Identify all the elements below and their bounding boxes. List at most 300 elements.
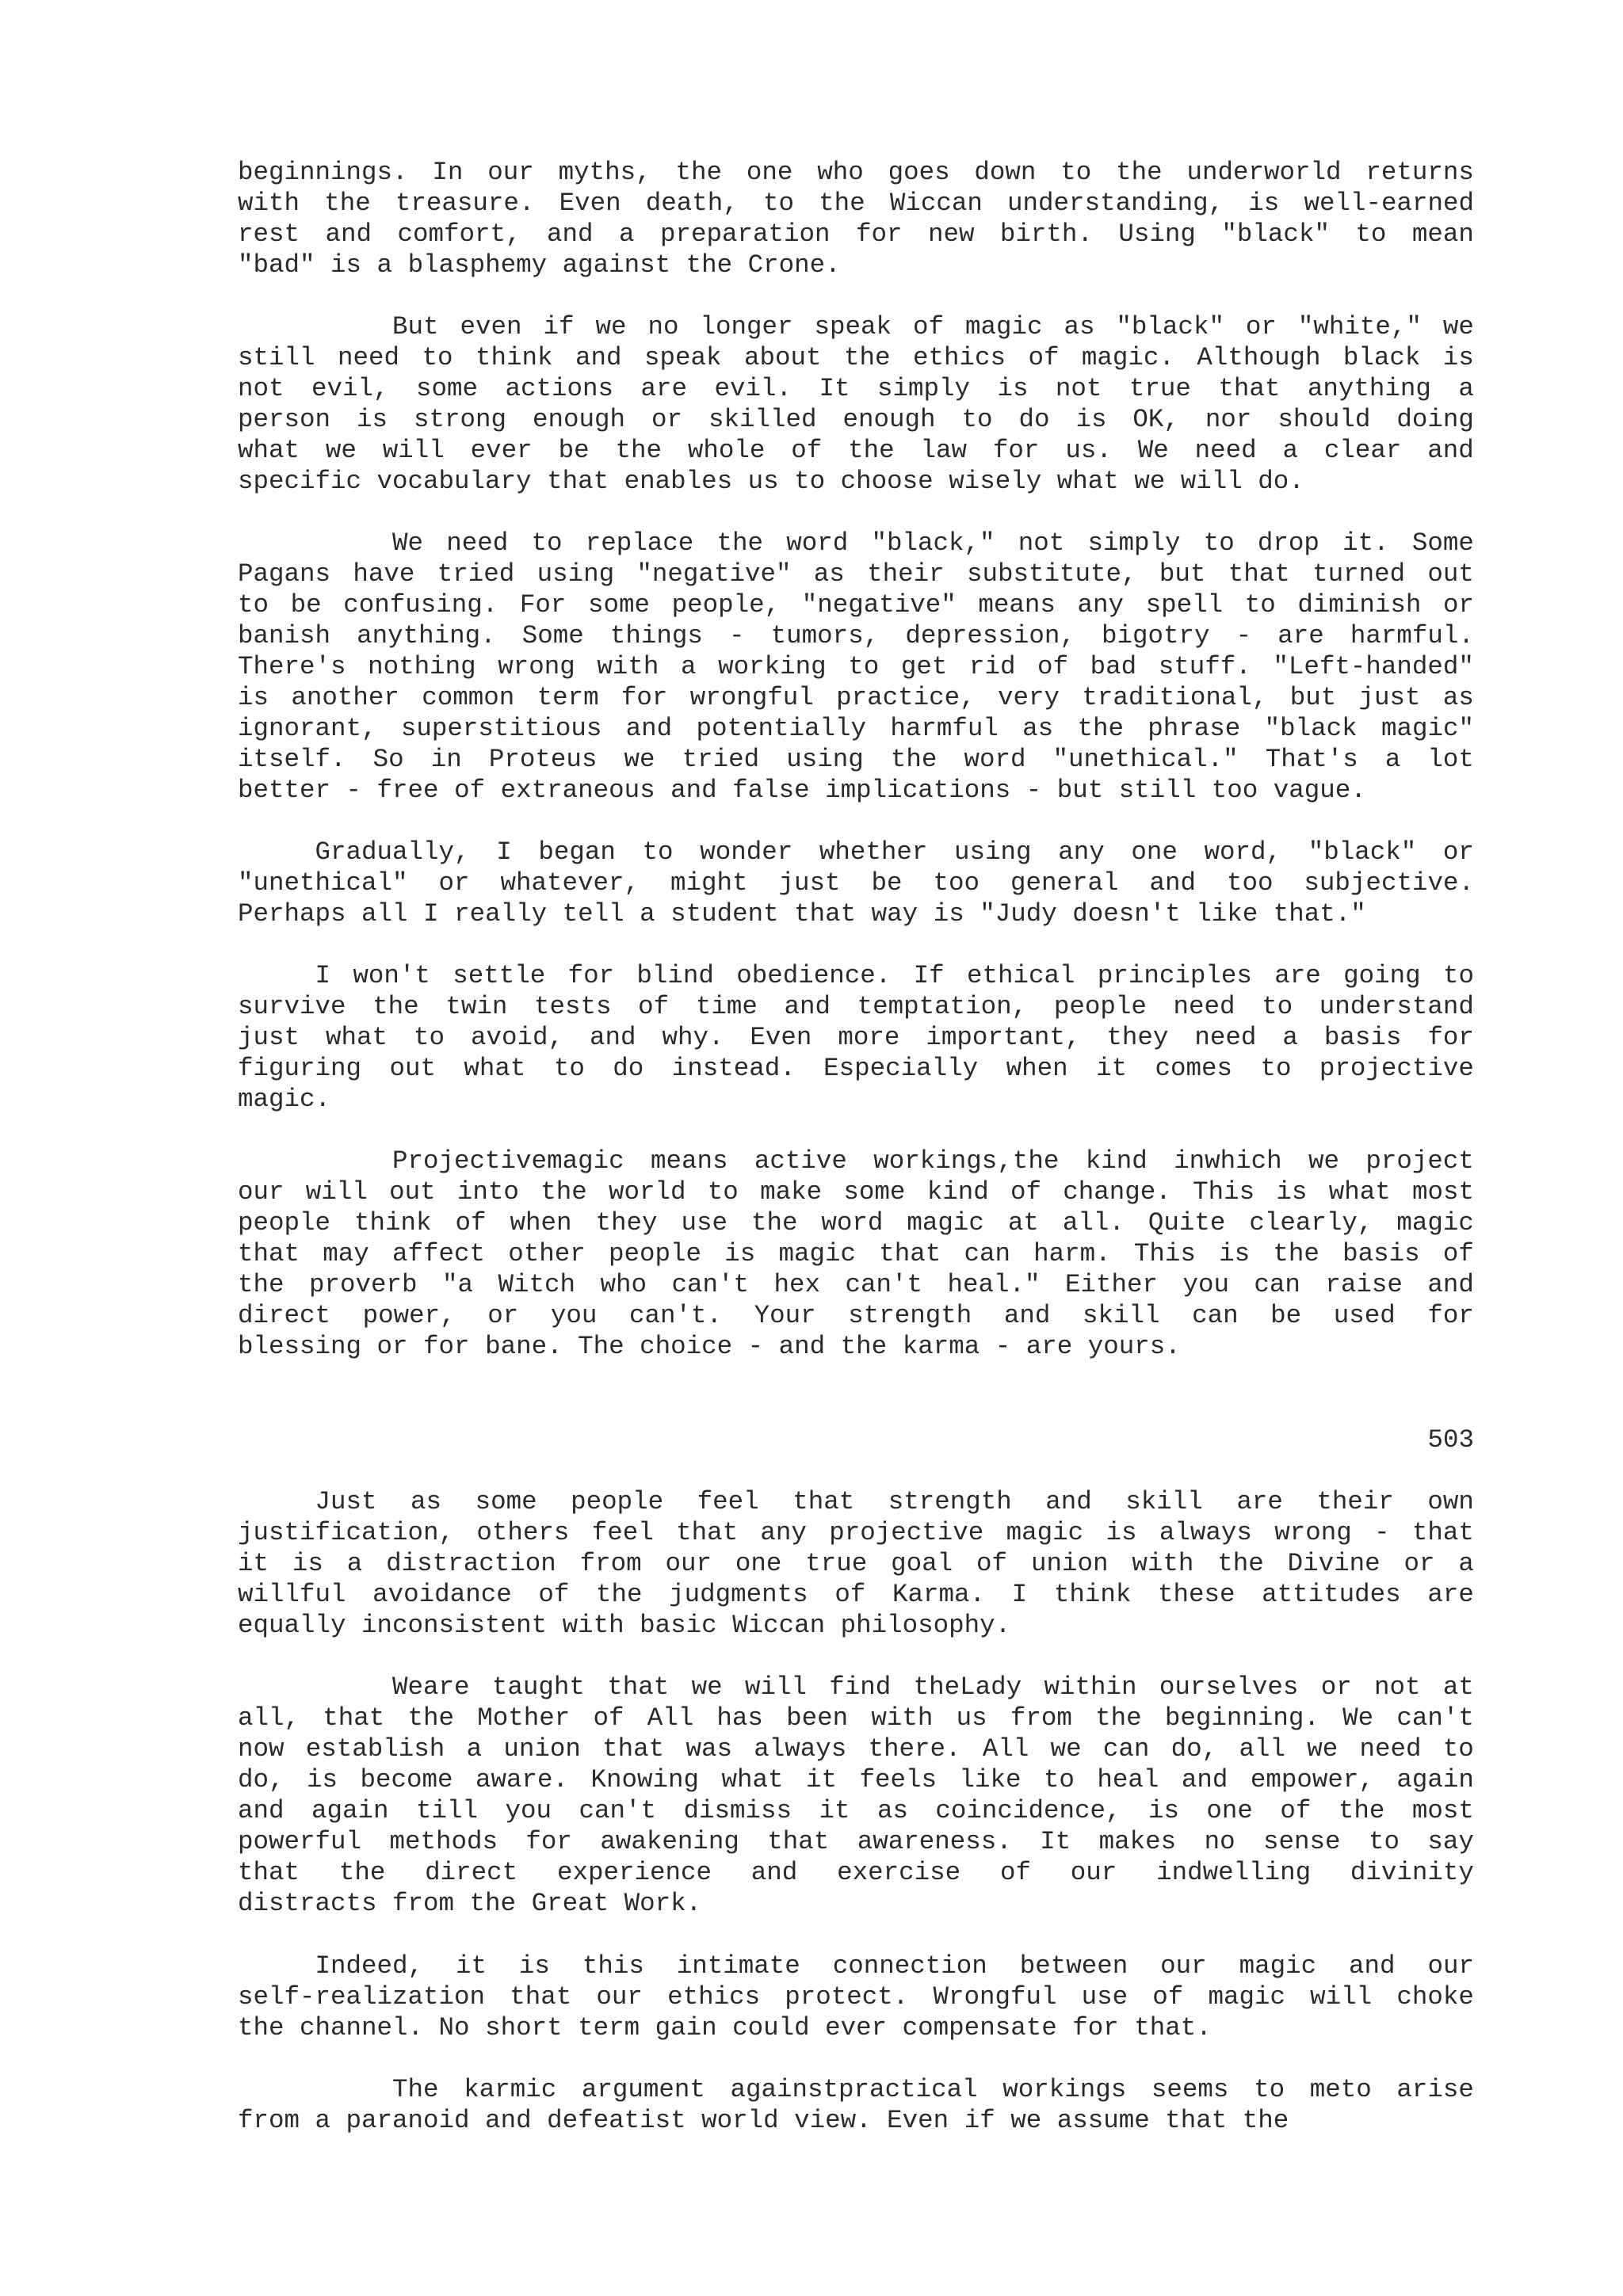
word: a: [376, 250, 393, 280]
word: of: [1280, 1796, 1312, 1825]
word: still: [238, 343, 315, 372]
word: to: [531, 528, 563, 558]
word: heal.": [947, 1270, 1041, 1299]
text-line: [238, 1207, 1474, 1238]
word: is: [357, 405, 388, 434]
word: our: [1070, 1858, 1117, 1887]
word: justification,: [238, 1518, 455, 1547]
word: or: [376, 1332, 408, 1361]
word: and: [750, 1858, 798, 1887]
word: ever: [825, 2013, 888, 2042]
word: from: [1010, 1703, 1072, 1733]
word: for: [1072, 2013, 1119, 2042]
word: Karma.: [892, 1580, 986, 1609]
paragraph: [238, 1146, 1474, 1362]
text-line: [238, 1084, 1474, 1115]
text-line: [238, 991, 1474, 1022]
word: from: [238, 2106, 300, 2135]
word: "negative": [636, 559, 792, 589]
word: will: [1180, 467, 1243, 496]
word: between: [1019, 1951, 1128, 1981]
word: the: [1077, 714, 1124, 743]
word: Especially: [823, 1054, 979, 1083]
text-line: [238, 1053, 1474, 1084]
word: use: [1081, 1982, 1128, 2012]
word: any: [760, 1518, 807, 1547]
word: Work.: [624, 1889, 702, 1918]
word: tumors,: [770, 621, 880, 650]
word: to: [1203, 528, 1235, 558]
text-line: [238, 1238, 1474, 1269]
word: can't.: [628, 1301, 722, 1330]
word: student: [670, 899, 779, 929]
word: of: [912, 312, 944, 341]
word: itself.: [238, 745, 346, 774]
text-line: [238, 1177, 1474, 1207]
word: -: [1025, 776, 1042, 805]
word: is: [1276, 1177, 1308, 1207]
word: all,: [238, 1703, 300, 1733]
word: tried: [682, 745, 760, 774]
word: "Judy: [980, 899, 1057, 929]
word: the: [716, 528, 763, 558]
word: ethics: [667, 1982, 761, 2012]
word: that: [676, 1518, 739, 1547]
word: or: [1442, 590, 1474, 620]
word: and: [325, 219, 372, 249]
word: can: [1192, 1301, 1239, 1330]
word: the: [843, 343, 891, 372]
word: exercise: [837, 1858, 961, 1887]
text-line: [238, 1517, 1474, 1548]
word: their: [1316, 1487, 1394, 1516]
word: for: [1427, 1301, 1474, 1330]
word: But: [238, 312, 439, 341]
word: that: [607, 1672, 670, 1702]
word: world: [701, 2106, 779, 2135]
word: "black,": [871, 528, 995, 558]
word: has: [716, 1703, 763, 1733]
paragraph: [238, 837, 1474, 929]
word: the: [675, 158, 722, 187]
word: and: [1349, 1951, 1396, 1981]
word: I: [496, 837, 512, 867]
word: tried: [437, 559, 515, 589]
word: and: [625, 714, 673, 743]
word: treasure.: [395, 189, 535, 218]
word: black: [1342, 343, 1421, 372]
word: will: [1310, 1982, 1373, 2012]
word: harmful: [890, 714, 999, 743]
word: indwelling: [1156, 1858, 1312, 1887]
word: banish: [238, 621, 331, 650]
word: enough: [532, 405, 626, 434]
word: for: [855, 219, 903, 249]
word: "black": [1116, 312, 1224, 341]
word: karmic: [464, 2075, 557, 2104]
word: That's: [1265, 745, 1358, 774]
word: people,: [671, 590, 781, 620]
word: the: [407, 1703, 454, 1733]
word: theLady: [913, 1672, 1022, 1702]
word: you: [505, 1796, 552, 1825]
text-line: [238, 188, 1474, 219]
word: compensate: [902, 2013, 1057, 2042]
word: I: [423, 899, 439, 929]
word: time: [695, 992, 758, 1021]
word: skilled: [708, 405, 817, 434]
word: these: [1157, 1580, 1235, 1609]
word: of: [1028, 343, 1060, 372]
word: comfort,: [397, 219, 521, 249]
word: Even: [750, 1023, 812, 1052]
word: new: [927, 219, 975, 249]
page-number: 503: [1427, 1425, 1474, 1455]
word: Perhaps: [238, 899, 346, 929]
word: some: [587, 590, 650, 620]
text-line: [238, 466, 1474, 497]
word: of: [1037, 652, 1069, 681]
word: from: [392, 1889, 455, 1918]
word: is: [933, 899, 964, 929]
word: simply: [876, 374, 970, 403]
word: choke: [1396, 1982, 1474, 2012]
word: world: [608, 1177, 686, 1207]
word: that: [510, 1982, 572, 2012]
word: others: [476, 1518, 570, 1547]
word: wrongful: [689, 683, 814, 712]
word: if: [543, 312, 575, 341]
word: of: [1442, 1239, 1474, 1268]
word: againstpractical: [730, 2075, 978, 2104]
word: awareness.: [857, 1827, 1012, 1856]
word: to: [1262, 992, 1293, 1021]
word: word: [821, 1208, 884, 1238]
word: no: [647, 312, 679, 341]
word: other: [508, 1239, 586, 1268]
word: and: [546, 219, 594, 249]
word: blessing: [238, 1332, 362, 1361]
word: stuff.: [1158, 652, 1251, 681]
word: important,: [926, 1023, 1081, 1052]
word: argument: [581, 2075, 705, 2104]
word: is: [238, 683, 269, 712]
word: and: [1427, 436, 1474, 465]
word: evil.: [714, 374, 792, 403]
word: death,: [645, 189, 739, 218]
word: to: [1442, 1734, 1474, 1764]
word: ignorant,: [238, 714, 377, 743]
word: that: [1228, 559, 1290, 589]
word: active: [754, 1146, 847, 1176]
word: common: [422, 683, 515, 712]
word: we: [1307, 1734, 1338, 1764]
paragraph: [238, 1672, 1474, 1919]
word: about: [743, 343, 822, 372]
word: using: [954, 837, 1032, 867]
word: potentially: [696, 714, 867, 743]
word: can: [1254, 1270, 1300, 1299]
word: protect.: [785, 1982, 909, 2012]
word: "white,": [1297, 312, 1422, 341]
word: not: [1055, 374, 1102, 403]
word: our: [487, 158, 534, 187]
text-line: [238, 1764, 1474, 1795]
word: We: [1342, 1703, 1374, 1733]
word: be: [558, 436, 590, 465]
word: say: [1427, 1827, 1474, 1856]
word: can't: [671, 1270, 749, 1299]
word: with: [1132, 1549, 1194, 1578]
word: to: [1254, 2075, 1285, 2104]
word: a: [1384, 745, 1401, 774]
text-line: [238, 1857, 1474, 1888]
word: nothing: [368, 652, 476, 681]
word: judgments: [669, 1580, 808, 1609]
word: in: [430, 745, 462, 774]
word: well-earned: [1304, 189, 1474, 218]
word: even: [460, 312, 522, 341]
word: rest: [238, 219, 300, 249]
word: when: [510, 1208, 572, 1238]
word: one: [735, 1549, 782, 1578]
word: a: [1458, 1549, 1474, 1578]
word: is: [1219, 1239, 1251, 1268]
word: and: [778, 1332, 826, 1361]
text-line: [238, 2012, 1474, 2043]
word: and: [670, 776, 717, 805]
paragraph: [238, 528, 1474, 806]
word: do: [613, 1054, 644, 1083]
word: speak: [643, 343, 722, 372]
word: used: [1333, 1301, 1396, 1330]
word: makes: [1098, 1827, 1177, 1856]
word: with: [871, 1703, 934, 1733]
word: as: [813, 559, 845, 589]
word: things: [609, 621, 703, 650]
word: equally: [238, 1611, 346, 1640]
word: are: [1236, 1487, 1283, 1516]
word: that: [547, 467, 609, 496]
word: it: [1096, 1054, 1128, 1083]
word: assume: [1056, 2106, 1150, 2135]
word: vocabulary: [376, 467, 532, 496]
word: intimate: [676, 1951, 800, 1981]
word: extraneous: [500, 776, 655, 805]
word: depression,: [905, 621, 1075, 650]
word: we: [595, 312, 627, 341]
text-line: [238, 713, 1474, 744]
word: is: [1442, 343, 1474, 372]
word: The: [238, 2075, 439, 2104]
word: bigotry: [1101, 621, 1210, 650]
word: principles: [1097, 961, 1252, 990]
word: hex: [773, 1270, 820, 1299]
word: ethical: [967, 961, 1075, 990]
word: feel: [697, 1487, 759, 1516]
text-line: [238, 1795, 1474, 1826]
word: need: [1194, 1023, 1257, 1052]
word: the: [469, 1889, 517, 1918]
word: superstitious: [400, 714, 602, 743]
word: magic": [1381, 714, 1474, 743]
word: strength: [888, 1487, 1012, 1516]
word: to: [413, 1023, 445, 1052]
word: or: [651, 405, 682, 434]
word: it: [238, 1549, 269, 1578]
word: means: [978, 590, 1056, 620]
word: our: [238, 1177, 285, 1207]
word: to: [848, 652, 880, 681]
word: till: [415, 1796, 478, 1825]
word: and: [784, 992, 831, 1021]
text-line: [238, 1981, 1474, 2012]
word: awakening: [600, 1827, 739, 1856]
word: that: [879, 1239, 941, 1268]
word: think: [475, 343, 553, 372]
word: harm.: [1033, 1239, 1111, 1268]
word: we: [1010, 2106, 1042, 2135]
word: out: [1427, 559, 1474, 589]
text-line: [238, 342, 1474, 373]
word: the: [338, 1858, 386, 1887]
text-line: [238, 250, 1474, 280]
word: goal: [891, 1549, 953, 1578]
word: All: [982, 1734, 1029, 1764]
word: to: [553, 1054, 585, 1083]
word: one: [746, 158, 793, 187]
word: tests: [533, 992, 612, 1021]
word: to: [238, 590, 269, 620]
word: you: [550, 1301, 598, 1330]
word: like: [959, 1765, 1022, 1794]
word: is: [1248, 189, 1280, 218]
text-line: [238, 2074, 1474, 2105]
word: Some: [521, 621, 584, 650]
word: of: [454, 776, 486, 805]
word: are: [1427, 1580, 1474, 1609]
text-line: [238, 1146, 1474, 1177]
word: simply: [1087, 528, 1181, 558]
word: Although: [1197, 343, 1321, 372]
word: will: [744, 1672, 807, 1702]
word: bane.: [485, 1332, 563, 1361]
word: whole: [687, 436, 766, 465]
word: short: [485, 2013, 563, 2042]
word: returns: [1365, 158, 1474, 187]
word: was: [685, 1734, 732, 1764]
word: self-realization: [238, 1982, 486, 2012]
word: law: [920, 436, 968, 465]
word: and: [238, 1796, 285, 1825]
word: basis: [1342, 1239, 1420, 1268]
word: The: [578, 1332, 624, 1361]
word: If: [913, 961, 945, 990]
word: still: [1118, 776, 1197, 805]
word: what: [1056, 467, 1119, 496]
word: it: [455, 1951, 487, 1981]
word: is: [330, 250, 362, 280]
word: or: [1442, 837, 1474, 867]
word: is: [1075, 405, 1107, 434]
word: own: [1427, 1487, 1474, 1516]
word: as: [1022, 714, 1054, 743]
word: basis: [1323, 1023, 1402, 1052]
word: us.: [1065, 436, 1112, 465]
word: speak: [814, 312, 892, 341]
word: the: [840, 1332, 888, 1361]
word: is: [518, 1951, 550, 1981]
word: magic.: [238, 1085, 331, 1114]
word: that: [1218, 374, 1281, 403]
word: avoidance: [372, 1580, 512, 1609]
text-line: [238, 373, 1474, 404]
word: any: [1077, 590, 1124, 620]
word: power,: [362, 1301, 456, 1330]
word: very: [997, 683, 1060, 712]
word: do.: [1258, 467, 1304, 496]
word: divinity: [1350, 1858, 1474, 1887]
word: project: [1365, 1146, 1474, 1176]
text-line: [238, 1331, 1474, 1362]
word: magic.: [1081, 343, 1174, 372]
word: Wrongful: [933, 1982, 1057, 2012]
word: comes: [1155, 1054, 1233, 1083]
word: really: [454, 899, 548, 929]
word: No: [438, 2013, 470, 2042]
word: -: [747, 1332, 764, 1361]
word: obedience.: [736, 961, 892, 990]
word: the: [238, 2013, 285, 2042]
word: with: [238, 189, 300, 218]
text-line: [238, 898, 1474, 929]
word: what: [721, 1765, 784, 1794]
word: rid: [968, 652, 1016, 681]
word: instead.: [671, 1054, 796, 1083]
word: -: [1235, 621, 1252, 650]
text-line: [238, 559, 1474, 589]
word: might: [670, 868, 748, 898]
word: dismiss: [683, 1796, 792, 1825]
word: that: [323, 1703, 385, 1733]
word: to: [762, 189, 794, 218]
word: to: [1060, 158, 1092, 187]
word: who: [817, 158, 864, 187]
text-line: [238, 219, 1474, 250]
word: the: [685, 250, 733, 280]
word: Projectivemagic: [238, 1146, 624, 1176]
word: nor: [1205, 405, 1252, 434]
word: not: [238, 374, 285, 403]
word: need: [1359, 1734, 1422, 1764]
word: need: [1194, 436, 1257, 465]
word: Wiccan: [732, 1611, 826, 1640]
word: replace: [585, 528, 694, 558]
text-line: [238, 157, 1474, 188]
word: for: [567, 961, 615, 990]
word: lot: [1427, 745, 1474, 774]
word: too: [933, 868, 980, 898]
word: Even: [887, 2106, 949, 2135]
word: within: [1044, 1672, 1137, 1702]
word: ethics: [912, 343, 1006, 372]
word: that: [794, 899, 857, 929]
word: should: [1277, 405, 1371, 434]
word: specific: [238, 467, 362, 496]
word: people: [238, 1208, 331, 1238]
word: the: [1242, 2106, 1289, 2135]
word: make: [760, 1177, 823, 1207]
